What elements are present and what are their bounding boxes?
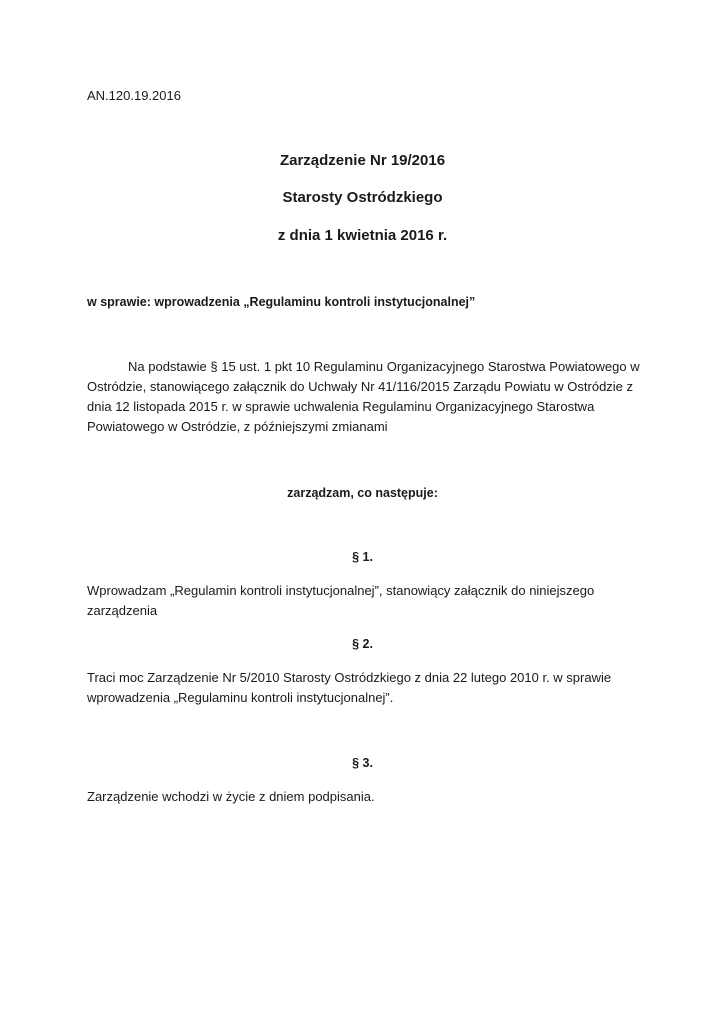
- section-2-heading: § 2.: [352, 637, 373, 651]
- section-2-text: Traci moc Zarządzenie Nr 5/2010 Starosty Ostródzkiego z dnia 22 lutego 2010 r. w sprawie wprowadzenia „Regulaminu kontroli instytucjonalnej”.: [87, 670, 612, 705]
- document-issuer: Starosty Ostródzkiego: [282, 189, 443, 206]
- document-date: z dnia 1 kwietnia 2016 r.: [277, 227, 448, 244]
- ordain-statement: zarządzam, co następuje:: [287, 486, 438, 500]
- section-1-heading: § 1.: [352, 550, 373, 564]
- section-3-text: Zarządzenie wchodzi w życie z dniem podpisania.: [87, 789, 375, 804]
- document-subject: w sprawie: wprowadzenia „Regulaminu kontroli instytucjonalnej”: [87, 295, 476, 309]
- section-3-heading: § 3.: [352, 756, 373, 770]
- section-1-text: Wprowadzam „Regulamin kontroli instytucjonalnej”, stanowiący załącznik do niniejszego zarządzenia: [87, 583, 595, 618]
- legal-basis-paragraph: Na podstawie § 15 ust. 1 pkt 10 Regulaminu Organizacyjnego Starostwa Powiatowego w Ostródzie, stanowiącego załącznik do Uchwały Nr 41/116/2015 Zarządu Powiatu w Ostródzie z dnia 12 listopada 2015 r. w sprawie uchwalenia Regulaminu Organizacyjnego Starostwa Powiatowego w Ostródzie, z późniejszymi zmianami: [87, 359, 640, 434]
- document-reference-number: AN.120.19.2016: [87, 88, 181, 103]
- document-title: Zarządzenie Nr 19/2016: [279, 152, 446, 169]
